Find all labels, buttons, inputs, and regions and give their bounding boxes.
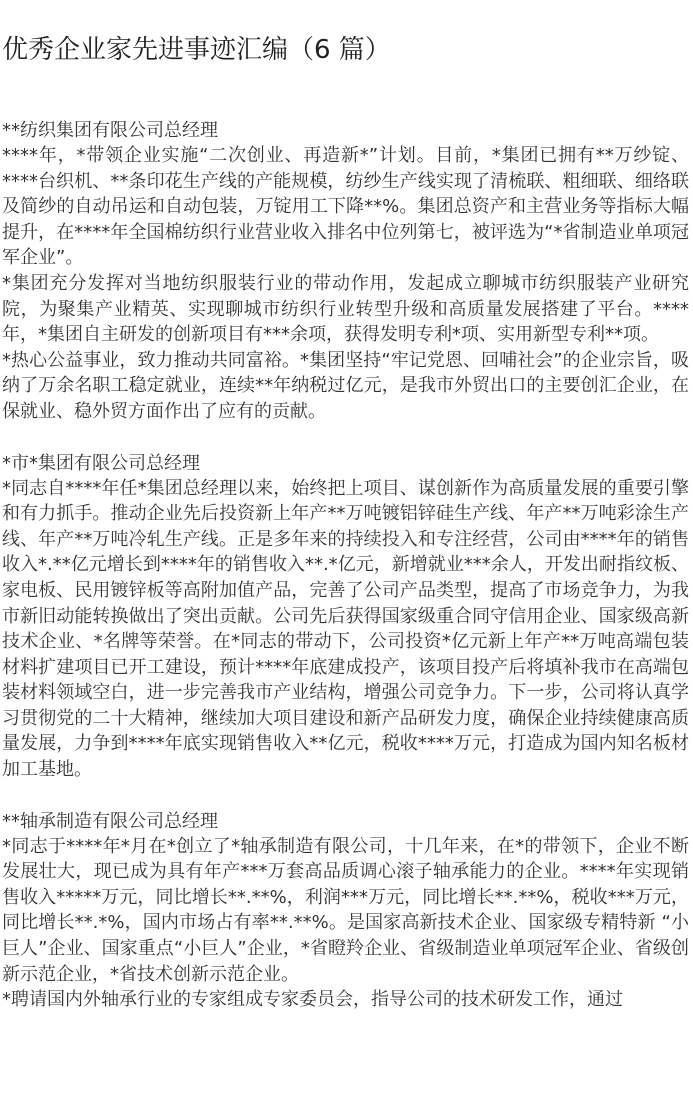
document-title: 优秀企业家先进事迹汇编（6 篇） xyxy=(2,35,391,65)
section-bearing-company xyxy=(2,809,689,1013)
paragraph: *同志自****年任*集团总经理以来，始终把上项目、谋创新作为高质量发展的重要引擎和有力抓手。推动企业先后投资新上年产**万吨镀铝锌硅生产线、年产**万吨彩涂生产线、年产**万吨冷轧生产线。正是多年来的持续投入和专注经营，公司由****年的销售收入*.**亿元增长到****年的销售收入**.*亿元，新增就业***余人，开发出耐指纹板、家电板、民用镀锌板等高附加值产品，完善了公司产品类型，提高了市场竞争力，为我市新旧动能转换做出了突出贡献。公司先后获得国家级重合同守信用企业、国家级高新技术企业、*名牌等荣誉。在*同志的带动下，公司投资*亿元新上年产**万吨高端包装材料扩建项目已开工建设，预计****年底建成投产，该项目投产后将填补我市在高端包装材料领域空白，进一步完善我市产业结构，增强公司竞争力。下一步，公司将认真学习贯彻党的二十大精神，继续加大项目建设和新产品研发力度，确保企业持续健康高质量发展，力争到****年底实现销售收入**亿元，税收****万元，打造成为国内知名板材加工基地。 xyxy=(2,477,689,781)
section-heading: **轴承制造有限公司总经理 xyxy=(2,810,218,832)
section-heading: **纺织集团有限公司总经理 xyxy=(2,120,218,141)
section-city-group xyxy=(2,451,689,783)
paragraph: *集团充分发挥对当地纺织服装行业的带动作用，发起成立聊城市纺织服装产业研究院，为聚集产业精英、实现聊城市纺织行业转型升级和高质量发展搭建了平台。****年，*集团自主研发的创新项目有***余项，获得发明专利*项、实用新型专利**项。 xyxy=(2,272,689,346)
paragraph: *热心公益事业，致力推动共同富裕。*集团坚持“牢记党恩、回哺社会”的企业宗旨，吸纳了万余名职工稳定就业，连续**年纳税过亿元，是我市外贸出口的主要创汇企业，在保就业、稳外贸方面作出了应有的贡献。 xyxy=(2,349,689,422)
section-heading: *市*集团有限公司总经理 xyxy=(2,452,200,474)
paragraph: *同志于****年*月在*创立了*轴承制造有限公司，十几年来，在*的带领下，企业不断发展壮大，现已成为具有年产***万套高品质调心滚子轴承能力的企业。****年实现销售收入*****万元，同比增长**.**%，利润***万元，同比增长**.**%，税收***万元，同比增长**.*%，国内市场占有率**.**%。是国家高新技术企业、国家级专精特新 “小巨人”企业、国家重点“小巨人”企业，*省瞪羚企业、省级制造业单项冠军企业、省级创新示范企业，*省技术创新示范企业。 xyxy=(2,835,689,985)
section-textile-group xyxy=(2,118,689,425)
paragraph: ****年，*带领企业实施“二次创业、再造新*”计划。目前，*集团已拥有**万纱锭、****台织机、**条印花生产线的产能规模，纺纱生产线实现了清梳联、粗细联、细络联及简纱的自动吊运和自动包装，万锭用工下降**%。集团总资产和主营业务等指标大幅提升，在****年全国棉纺织行业营业收入排名中位列第七，被评选为“*省制造业单项冠军企业”。 xyxy=(2,145,689,269)
paragraph: *聘请国内外轴承行业的专家组成专家委员会，指导公司的技术研发工作，通过 xyxy=(2,989,623,1011)
